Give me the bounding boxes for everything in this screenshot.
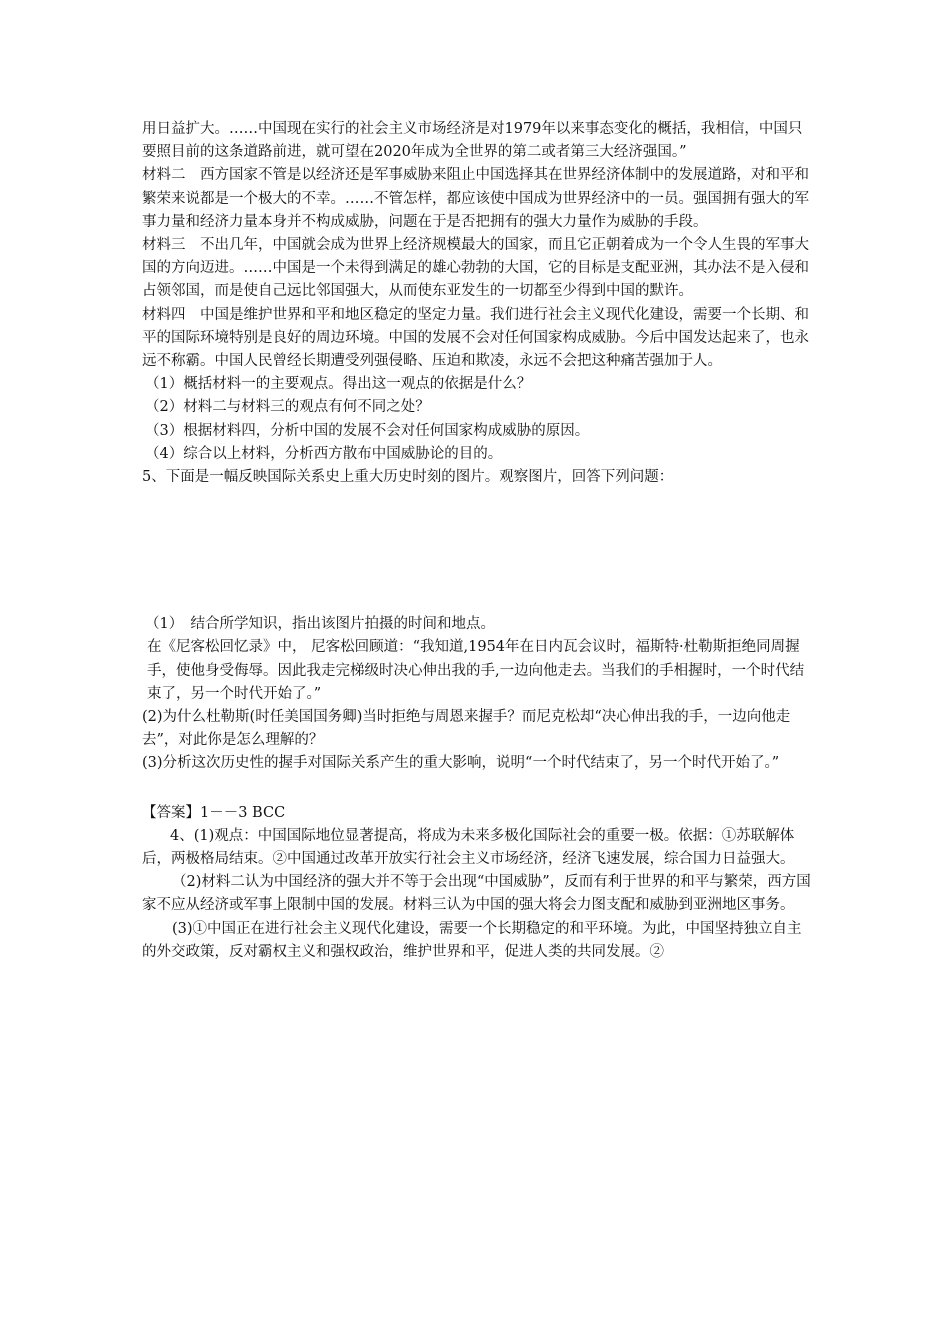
question5-part2: (2)为什么杜勒斯(时任美国国务卿)当时拒绝与周恩来握手？而尼克松却“决心伸出我的手，一边向他走去”，对此你是怎么理解的？ — [142, 709, 791, 749]
material1-tail: 用日益扩大。……中国现在实行的社会主义市场经济是对1979年以来事态变化的概括，我相信，中国只要照目前的这条道路前进，就可望在2020年成为全世界的第二或者第三大经济强国。” — [142, 121, 803, 161]
question5-intro: 5、下面是一幅反映国际关系史上重大历史时刻的图片。观察图片，回答下列问题： — [142, 469, 674, 486]
image-placeholder-area — [142, 489, 814, 613]
document-page — [142, 118, 814, 964]
question5-part3: (3)分析这次历史性的握手对国际关系产生的重大影响，说明“一个时代结束了，另一个时代开始了。” — [142, 755, 780, 772]
question4-part4: （4）综合以上材料，分析西方散布中国威胁论的目的。 — [145, 445, 503, 462]
answer4-part3: (3)①中国正在进行社会主义现代化建设，需要一个长期稳定的和平环境。为此，中国坚持独立自主的外交政策，反对霸权主义和强权政治，维护世界和平，促进人类的共同发展。② — [142, 920, 802, 960]
question4-part2: （2）材料二与材料三的观点有何不同之处？ — [145, 399, 430, 416]
material4: 材料四 中国是维护世界和平和地区稳定的坚定力量。我们进行社会主义现代化建设，需要一个长期、和平的国际环境特别是良好的周边环境。中国的发展不会对任何国家构成威胁。今后中国发达起来了，也永远不称霸。中国人民曾经长期遭受列强侵略、压迫和欺凌，永远不会把这种痛苦强加于人。 — [142, 306, 809, 370]
question5-part1: （1） 结合所学知识，指出该图片拍摄的时间和地点。 — [145, 616, 495, 633]
answer4-part1: 4、(1)观点：中国国际地位显著提高，将成为未来多极化国际社会的重要一极。依据：①苏联解体后，两极格局结束。②中国通过改革开放实行社会主义市场经济，经济飞速发展，综合国力日益强大。 — [142, 827, 795, 868]
question4-part1: （1）概括材料一的主要观点。得出这一观点的依据是什么？ — [145, 376, 532, 393]
material3: 材料三 不出几年，中国就会成为世界上经济规模最大的国家，而且它正朝着成为一个令人生畏的军事大国的方向迈进。……中国是一个未得到满足的雄心勃勃的大国，它的目标是支配亚洲，其办法不是入侵和占领邻国，而是使自己远比邻国强大，从而使东亚发生的一切都至少得到中国的默许。 — [142, 237, 809, 300]
nixon-memoir-quote: 在《尼客松回忆录》中， 尼客松回顾道：“我知道,1954年在日内瓦会议时，福斯特·杜勒斯拒绝同周握手，使他身受侮辱。因此我走完梯级时决心伸出我的手,一边向他走去。当我们的手相握时，一个时代结束了，另一个时代开始了。” — [147, 639, 805, 702]
question4-part3: （3）根据材料四，分析中国的发展不会对任何国家构成威胁的原因。 — [145, 422, 590, 439]
answer-heading: 【答案】1－－3 BCC — [142, 804, 286, 821]
material2: 材料二 西方国家不管是以经济还是军事威胁来阻止中国选择其在世界经济体制中的发展道路，对和平和繁荣来说都是一个极大的不幸。……不管怎样，都应该使中国成为世界经济中的一员。强国拥有强大的军事力量和经济力量本身并不构成威胁，问题在于是否把拥有的强大力量作为威胁的手段。 — [142, 167, 809, 230]
answer4-part2: （2)材料二认为中国经济的强大并不等于会出现“中国威胁”，反而有利于世界的和平与繁荣，西方国家不应从经济或军事上限制中国的发展。材料三认为中国的强大将会力图支配和威胁到亚洲地区事务。 — [142, 874, 811, 914]
